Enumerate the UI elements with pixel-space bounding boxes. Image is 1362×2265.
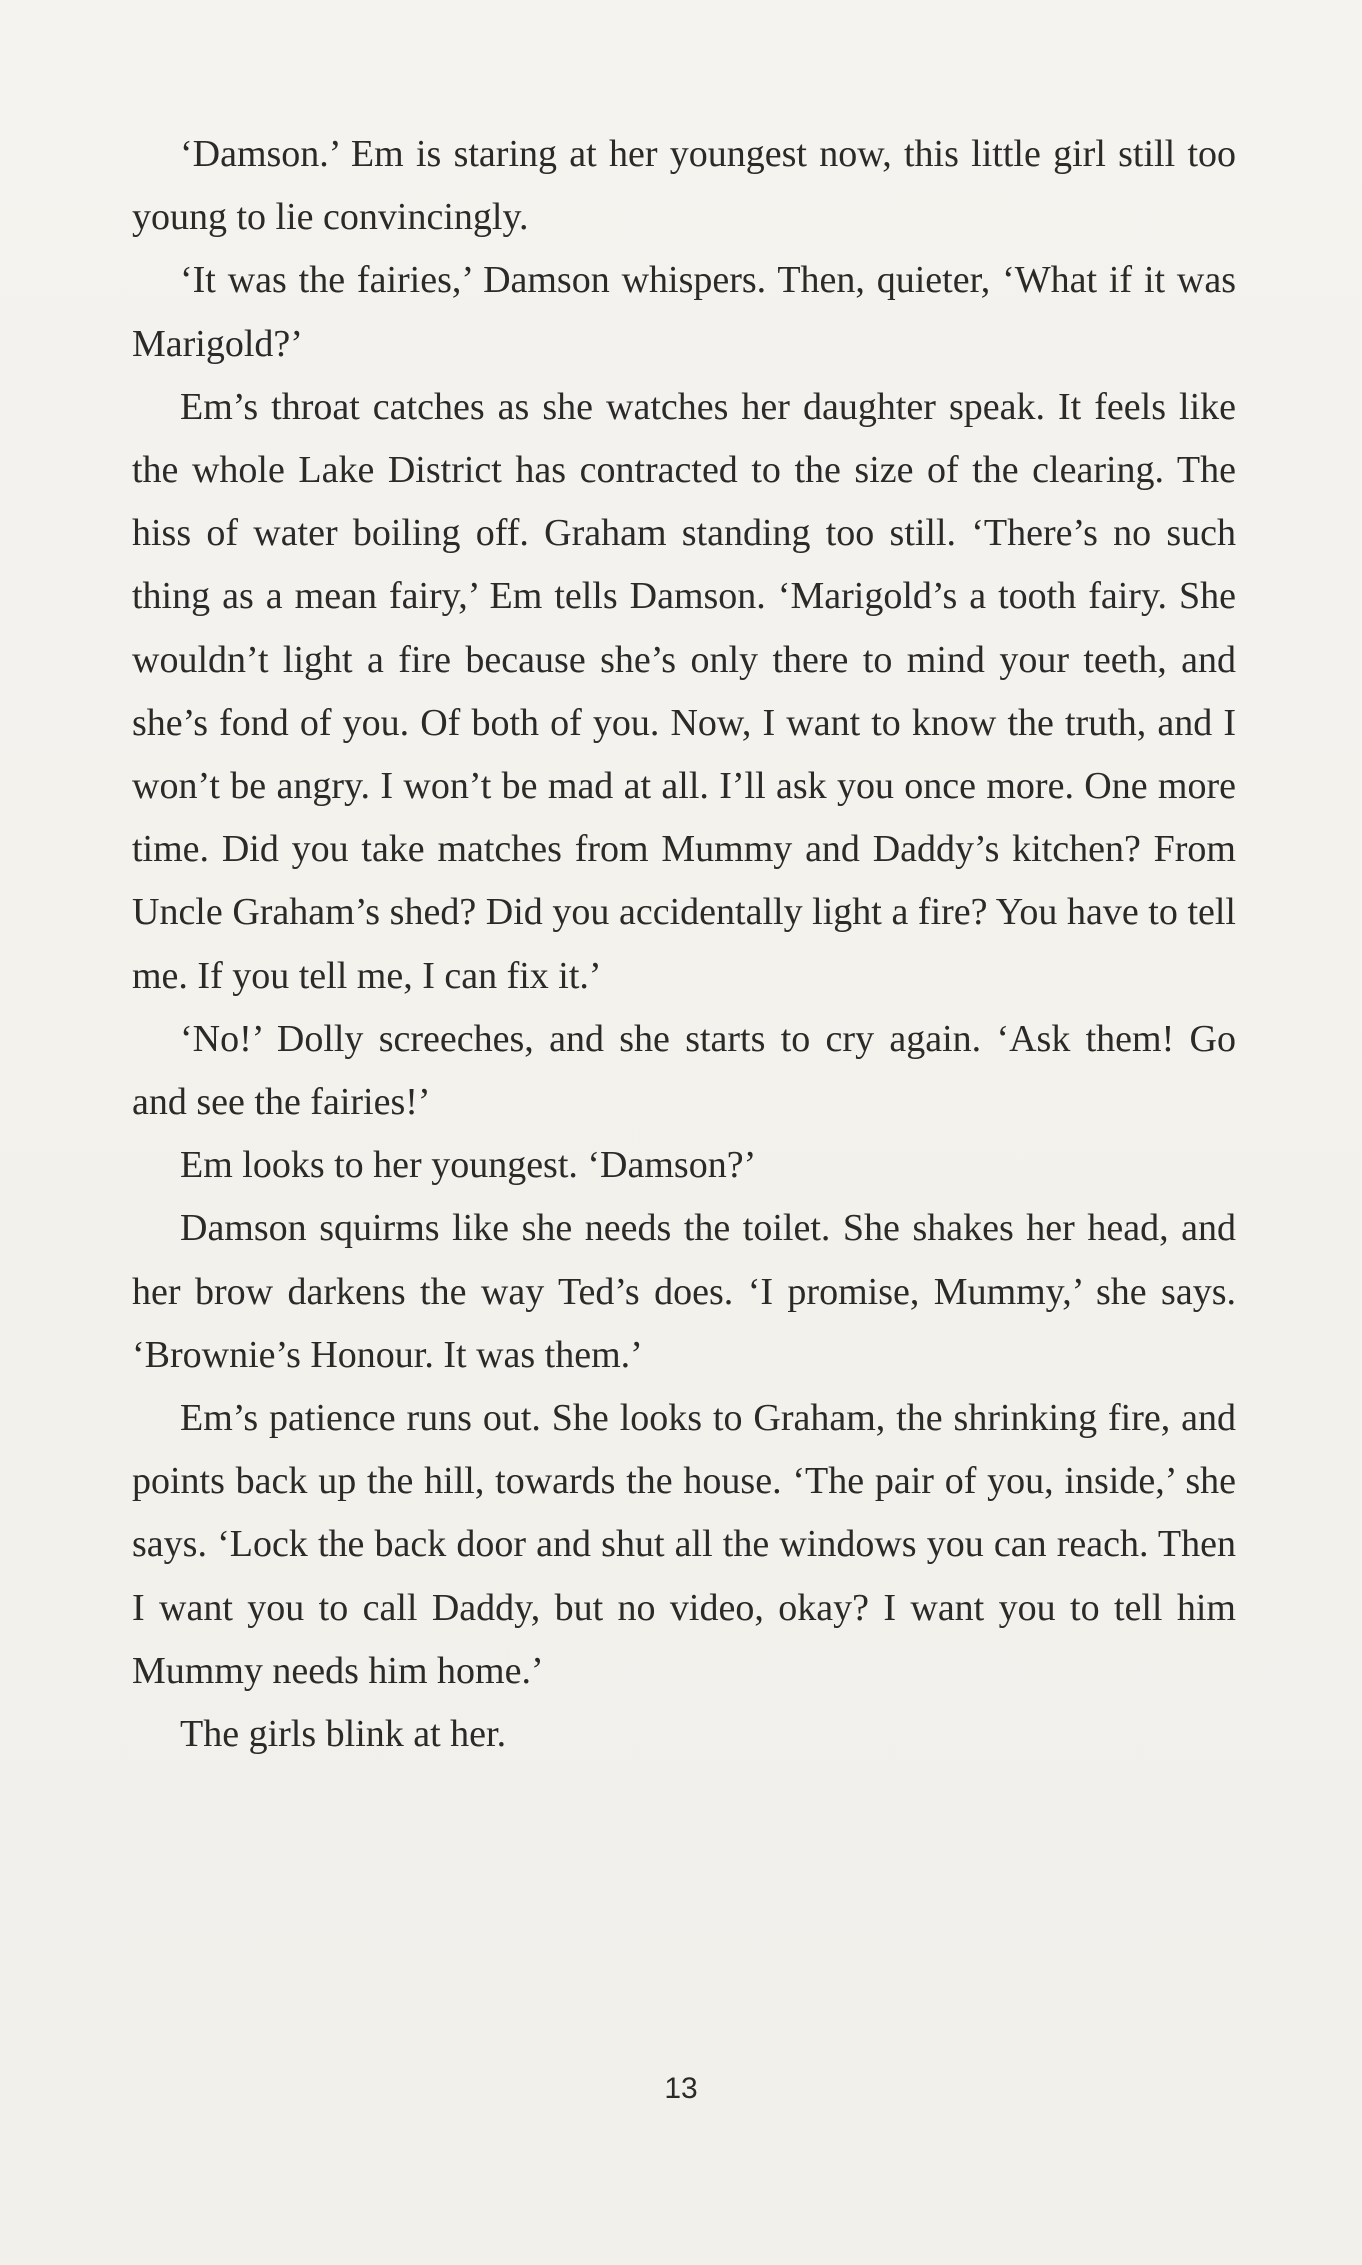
body-text bbox=[132, 123, 1236, 1766]
paragraph-1: ‘Damson.’ Em is staring at her youngest now, this little girl still too young to lie convincingly. bbox=[132, 133, 1236, 239]
paragraph-3: Em’s throat catches as she watches her daughter speak. It feels like the whole Lake District has contracted to the size of the clearing. The hiss of water boiling off. Graham standing too still. ‘There’s no such thing as a mean fairy,’ Em tells Damson. ‘Marigold’s a tooth fairy. She wouldn’t light a fire because she’s only there to mind your teeth, and she’s fond of you. Of both of you. Now, I want to know the truth, and I won’t be angry. I won’t be mad at all. I’ll ask you once more. One more time. Did you take matches from Mummy and Daddy’s kitchen? From Uncle Graham’s shed? Did you accidentally light a fire? You have to tell me. If you tell me, I can fix it.’ bbox=[132, 385, 1236, 997]
paragraph-7: Em’s patience runs out. She looks to Graham, the shrinking fire, and points back up the hill, towards the house. ‘The pair of you, inside,’ she says. ‘Lock the back door and shut all the windows you can reach. Then I want you to call Daddy, but no video, okay? I want you to tell him Mummy needs him home.’ bbox=[132, 1397, 1236, 1692]
paragraph-2: ‘It was the fairies,’ Damson whispers. Then, quieter, ‘What if it was Marigold?’ bbox=[132, 259, 1236, 365]
paragraph-8: The girls blink at her. bbox=[180, 1713, 507, 1756]
paragraph-4: ‘No!’ Dolly screeches, and she starts to cry again. ‘Ask them! Go and see the fairies!’ bbox=[132, 1017, 1236, 1124]
page-number: 13 bbox=[664, 2072, 698, 2105]
paragraph-6: Damson squirms like she needs the toilet. She shakes her head, and her brow darkens the way Ted’s does. ‘I promise, Mummy,’ she says. ‘Brownie’s Honour. It was them.’ bbox=[132, 1207, 1236, 1376]
paragraph-5: Em looks to her youngest. ‘Damson?’ bbox=[180, 1144, 757, 1187]
